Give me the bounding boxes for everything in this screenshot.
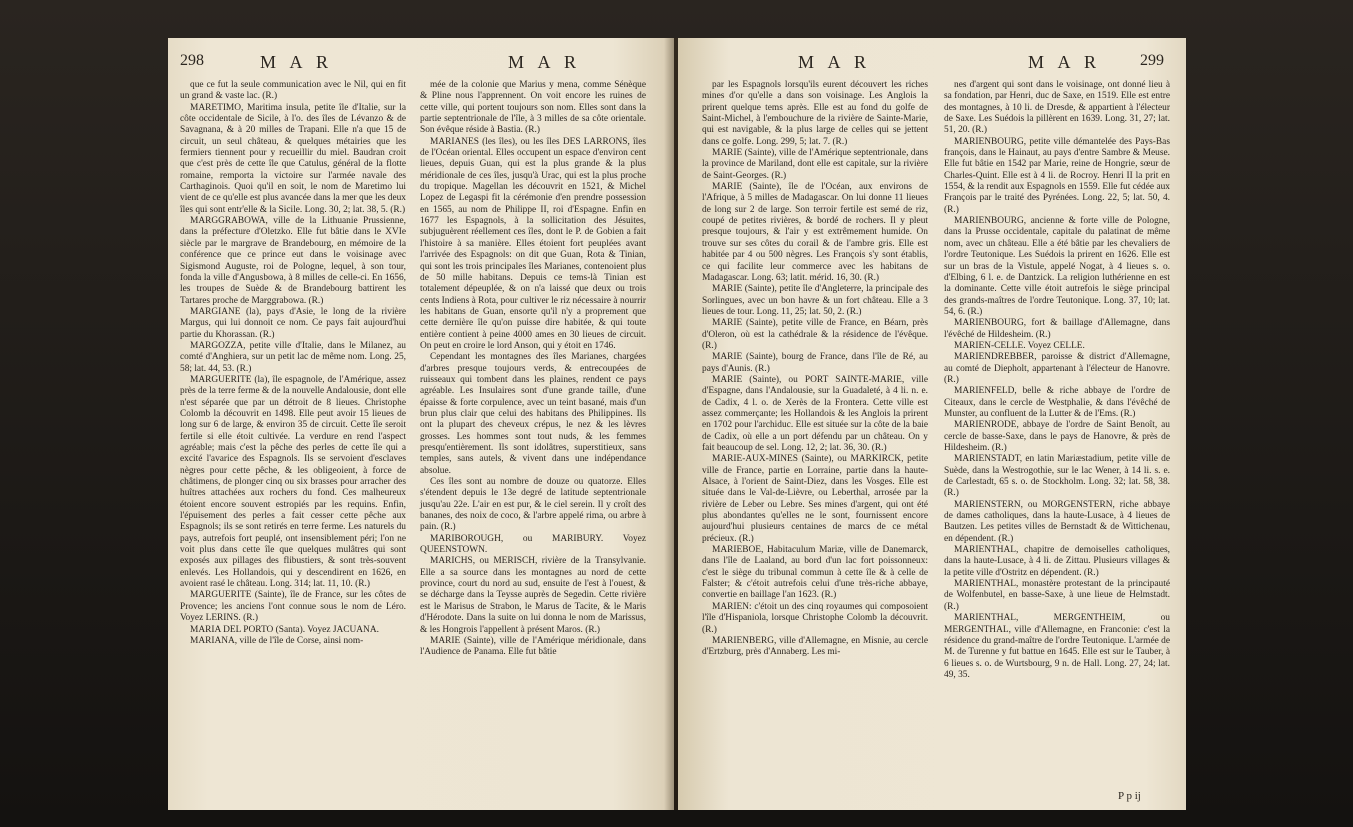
entry-paragraph: MARIE (Sainte), ville de l'Amérique septentrionale, dans la province de Mariland, dont elle est capitale, sur la rivière de Saint-Georges. (R.): [702, 148, 928, 181]
left-page: [168, 38, 674, 810]
entry-paragraph: MARIENTHAL, MERGENTHEIM, ou MERGENTHAL, ville d'Allemagne, en Franconie: c'est la résidence du grand-maître de l'ordre Teutonique. L'armée de M. de Turenne y fut battue en 1645. Elle est sur le Tauber, à 6 lieues s. o. de Wurtsbourg, 9 n. de Hall. Long. 27, 24; lat. 49, 35.: [944, 613, 1170, 680]
entry-paragraph: MARETIMO, Maritima insula, petite île d'Italie, sur la côte occidentale de Sicile, à l'o. des îles de Lévanzo & de Savagnana, & à 20 milles de Trapani. Elle n'a que 15 de circuit, un seul château, & quelques métairies que les fermiers tiennent pour y recueillir du miel. Baudran croit que c'est près de cette île que Catulus, général de la flotte romaine, remporta la victoire sur l'armée navale des Carthaginois. Quoi qu'il en soit, le nom de Maretimo lui vient de ce qu'elle est plus avancée dans la mer que les deux îles qui sont entr'elle & la Sicile. Long. 30, 2; lat. 38, 5. (R.): [180, 102, 406, 215]
page-number-right: 299: [1140, 52, 1164, 69]
entry-paragraph: MARIENBOURG, petite ville démantelée des Pays-Bas françois, dans le Hainaut, au pays d'entre Sambre & Meuse. Elle fut bâtie en 1542 par Marie, reine de Hongrie, sœur de Charles-Quint. Elle est à 4 li. de Rocroy. Henri II la prit en 1554, & la rendit aux Espagnols en 1559. Elle fut cédée aux François par le traité des Pyrénées. Long. 22, 5; lat. 50, 4. (R.): [944, 136, 1170, 215]
entry-paragraph: MARIENDREBBER, paroisse & district d'Allemagne, au comté de Diepholt, appartenant à l'électeur de Hanovre. (R.): [944, 352, 1170, 385]
right-column-2: [944, 80, 1170, 681]
entry-paragraph: MARIA DEL PORTO (Santa). Voyez JACUANA.: [190, 624, 379, 635]
entry-paragraph: MARIBOROUGH, ou MARIBURY. Voyez QUEENSTOWN.: [420, 533, 646, 556]
entry-paragraph: MARIENBOURG, ancienne & forte ville de Pologne, dans la Prusse occidentale, capitale du palatinat de même nom, avec un château. Elle a été bâtie par les chevaliers de l'ordre Teutonique. Les Suédois la prirent en 1626. Elle est sur un bras de la Vistule, appelé Nogat, à 4 lieues s. o. d'Elbing, 6 l. e. de Dantzick. La religion luthérienne en est la dominante. Cette ville étoit autrefois le siège principal des grands-maîtres de l'ordre Teutonique. Long. 37, 10; lat. 54, 6. (R.): [944, 216, 1170, 317]
entry-paragraph: que ce fut la seule communication avec le Nil, qui en fit un grand & vaste lac. (R.): [180, 80, 406, 102]
running-header-right-col2: M A R: [1028, 52, 1102, 72]
signature-mark: P p ij: [1118, 790, 1141, 802]
entry-paragraph: MARGUERITE (la), île espagnole, de l'Amérique, assez près de la terre ferme & de la nouvelle Andalousie, dont elle n'est séparée que par un détroit de 8 lieues. Christophe Colomb la découvrit en 1498. Elle peut avoir 15 lieues de long sur 6 de large, & environ 35 de circuit. Cette île seroit fertile si elle étoit cultivée. La verdure en rend l'aspect agréable; mais c'est la pêche des perles de cette île qui a excité l'avarice des Espagnols. Ils se servoient d'esclaves nègres pour cette pêche, & les obligeoient, à force de châtimens, de plonger cinq ou six brasses pour arracher des huîtres attachées aux rochers du fond. Ces malheureux étoient encore souvent estropiés par les requins. Enfin, l'épuisement des perles a fait cesser cette pêche aux Espagnols; ils se sont retirés en terre ferme. Les naturels du pays, autrefois fort peuplé, ont insensiblement péri; l'on ne voit plus dans cette île que quelques mulâtres qui sont exposés aux pillages des flibustiers, & sont très-souvent enlevés. Les Hollandois, qui y descendirent en 1626, en avoient rasé le château. Long. 314; lat. 11, 10. (R.): [180, 374, 406, 590]
entry-paragraph: MARIENFELD, belle & riche abbaye de l'ordre de Citeaux, dans le cercle de Westphalie, & dans l'évêché de Munster, au confluent de la Lutter & de l'Ems. (R.): [944, 386, 1170, 419]
entry-paragraph: MARIENBOURG, fort & baillage d'Allemagne, dans l'évêché de Hildesheim. (R.): [944, 318, 1170, 340]
entry-paragraph: MARIENTHAL, monastère protestant de la principauté de Wolfenbutel, en basse-Saxe, à une lieue de Helmstadt. (R.): [944, 579, 1170, 612]
running-header-left-col1: M A R: [260, 52, 334, 72]
entry-paragraph: MARGIANE (la), pays d'Asie, le long de la rivière Margus, qui lui donnoit ce nom. Ce pays fait aujourd'hui partie du Khorassan. (R.): [180, 306, 406, 340]
entry-paragraph: MARIE (Sainte), ville de l'Amérique méridionale, dans l'Audience de Panama. Elle fut bâtie: [420, 635, 646, 658]
entry-paragraph: MARIE (Sainte), petite île d'Angleterre, la principale des Sorlingues, avec un bon havre & un fort château. Elle a 3 lieues de tour. Long. 11, 25; lat. 50, 2. (R.): [702, 284, 928, 317]
entry-paragraph: MARIENSTERN, ou MORGENSTERN, riche abbaye de dames catholiques, dans la haute-Lusace, à 4 lieues de Bautzen. Les petites villes de Bernstadt & de Wittichenau, en dépendent. (R.): [944, 499, 1170, 544]
entry-paragraph: MARIE (Sainte), petite ville de France, en Béarn, près d'Oleron, où est la cathédrale & la résidence de l'évêque. (R.): [702, 318, 928, 351]
right-page: [678, 38, 1186, 810]
entry-paragraph: MARIANA, ville de l'île de Corse, ainsi nom-: [190, 635, 364, 646]
entry-paragraph: MARIENTHAL, chapitre de demoiselles catholiques, dans la haute-Lusace, à 4 li. de Zittau. Plusieurs villages & la petite ville d'Ostritz en dépendent. (R.): [944, 545, 1170, 578]
entry-paragraph: MARIENSTADT, en latin Mariæstadium, petite ville de Suède, dans la Westrogothie, sur le lac Wener, à 14 li. s. e. de Carlestadt, 65 s. o. de Stockholm. Long. 32; lat. 58, 38. (R.): [944, 454, 1170, 499]
entry-paragraph: MARIEN-CELLE. Voyez CELLE.: [954, 340, 1085, 351]
entry-paragraph: MARIANES (les îles), ou les îles DES LARRONS, îles de l'Océan oriental. Elles occupent un espace d'environ cent lieues, depuis Guan, qui est la plus grande & la plus méridionale de ces îles, jusqu'à Urac, qui est la plus proche du tropique. Magellan les découvrit en 1521, & Michel Lopez de Legaspi fit la cérémonie d'en prendre possession en 1565, au nom de Philippe II, roi d'Espagne. Enfin en 1677 les Espagnols, à la sollicitation des Jésuites, subjuguèrent réellement ces îles, dont le P. de Gobien a fait l'histoire à sa manière. Elles étoient fort peuplées avant l'arrivée des Espagnols: on dit que Guan, Rota & Tinian, qui sont les trois principales îles Marianes, contenoient plus de 50 mille habitans. Depuis ce tems-là Tinian est totalement dépeuplée, & on n'a laissé que deux ou trois cents Indiens à Rota, pour cultiver le riz nécessaire à nourrir les habitans de Guan, ensorte qu'il n'y a proprement que cette dernière île qu'on puisse dire habitée, & qui toute entière contient à peine 4000 ames en 30 lieues de circuit. On peut en croire le lord Anson, qui y étoit en 1746.: [420, 136, 646, 351]
left-column-2: [420, 80, 646, 659]
entry-paragraph: mée de la colonie que Marius y mena, comme Sénèque & Pline nous l'apprennent. On voit encore les ruines de cette ville, qui portent toujours son nom. Elles sont dans la partie septentrionale de l'île, à 3 milles de sa côte orientale. Son évêque réside à Bastia. (R.): [420, 80, 646, 136]
running-header-right-col1: M A R: [798, 52, 872, 72]
entry-paragraph: MARIE-AUX-MINES (Sainte), ou MARKIRCK, petite ville de France, partie en Lorraine, partie dans la haute-Alsace, à l'orient de Saint-Diez, dans les Vosges. Elle est située dans le Val-de-Lièvre, ou Leberthal, arrosée par la rivière de Leber ou Lebre. Ses mines d'argent, qui ont été plus abondantes qu'elles ne le sont, fournissent encore aujourd'hui plusieurs centaines de marcs de ce métal précieux. (R.): [702, 454, 928, 544]
page-number-left: 298: [180, 52, 204, 69]
entry-paragraph: MARGOZZA, petite ville d'Italie, dans le Milanez, au comté d'Anghiera, sur un petit lac de même nom. Long. 25, 58; lat. 44, 53. (R.): [180, 340, 406, 374]
entry-paragraph: MARIE (Sainte), ou PORT SAINTE-MARIE, ville d'Espagne, dans l'Andalousie, sur la Guadaleté, à 4 li. n. e. de Cadix, 4 l. o. de Xerès de la Frontera. Cette ville est assez commerçante; les Hollandois & les Anglois la prirent en 1702 pour l'archiduc. Elle est située sur la côte de la baie de Cadix, où elle a un port défendu par un château. On y fait beaucoup de sel. Long. 12, 2; lat. 36, 30. (R.): [702, 374, 928, 453]
entry-paragraph: MARIENRODE, abbaye de l'ordre de Saint Benoît, au cercle de basse-Saxe, dans le pays de Hanovre, & près de Hildesheim. (R.): [944, 420, 1170, 453]
entry-paragraph: Ces îles sont au nombre de douze ou quatorze. Elles s'étendent depuis le 13e degré de latitude septentrionale jusqu'au 22e. L'air en est pur, & le ciel serein. Il y croît des bananes, des noix de coco, & l'arbre appelé rima, ou arbre à pain. (R.): [420, 477, 646, 533]
running-header-left-col2: M A R: [508, 52, 582, 72]
entry-paragraph: MARIE (Sainte), île de l'Océan, aux environs de l'Afrique, à 5 milles de Madagascar. On lui donne 11 lieues de long sur 2 de large. Son terroir fertile est semé de riz, coupé de petites rivières, & bordé de rochers. Il y pleut presque toujours, & l'air y est extrêmement humide. On trouve sur ses côtes du corail & de l'ambre gris. Elle est habitée par 4 ou 500 nègres. Les François s'y sont établis, ce qui facilite leur commerce avec les habitans de Madagascar. Long. 63; latit. mérid. 16, 30. (R.): [702, 182, 928, 283]
entry-paragraph: par les Espagnols lorsqu'ils eurent découvert les riches mines d'or qu'elle a dans son voisinage. Les Anglois la prirent quelque tems après. Elle est au fond du golfe de Saint-Michel, à l'embouchure de la rivière de Sainte-Marie, qui est navigable, & la plus large de celles qui se jettent dans ce golfe. Long. 299, 5; lat. 7. (R.): [702, 80, 928, 147]
entry-paragraph: MARICHS, ou MERISCH, rivière de la Transylvanie. Elle a sa source dans les montagnes au nord de cette province, court du nord au sud, ensuite de l'est à l'ouest, & se décharge dans la Teysse auprès de Segedin. Cette rivière est le Marisus de Strabon, le Marus de Tacite, & le Maris d'Hérodote. Dans la suite on lui donna le nom de Marissus, & les Hongrois l'appellent à présent Maros. (R.): [420, 556, 646, 635]
entry-paragraph: nes d'argent qui sont dans le voisinage, ont donné lieu à sa fondation, par Henri, duc de Saxe, en 1519. Elle est entre des montagnes, à 10 li. de Dresde, & appartient à l'électeur de Saxe. Les Suédois la pillèrent en 1639. Long. 31, 27; lat. 51, 20. (R.): [944, 80, 1170, 136]
left-column-1: [180, 80, 406, 647]
entry-paragraph: MARGUERITE (Sainte), île de France, sur les côtes de Provence; les anciens l'ont connue sous le nom de Léro. Voyez LERINS. (R.): [180, 590, 406, 624]
entry-paragraph: Cependant les montagnes des îles Marianes, chargées d'arbres presque toujours verds, & entrecoupées de ruisseaux qui tombent dans les plaines, rendent ce pays agréable. Les Insulaires sont d'une grande taille, d'une épaisse & forte corpulence, avec un teint basané, mais d'un brun plus clair que celui des habitans des Philippines. Ils ont la plupart des cheveux crépus, le nez & les lèvres grosses. Les hommes sont tout nuds, & les femmes presqu'entièrement. Ils sont idolâtres, superstitieux, sans temples, sans autels, & vivent dans une indépendance absolue.: [420, 352, 646, 476]
entry-paragraph: MARIENBERG, ville d'Allemagne, en Misnie, au cercle d'Ertzburg, près d'Annaberg. Les mi-: [702, 635, 928, 658]
entry-paragraph: MARIEBOE, Habitaculum Mariæ, ville de Danemarck, dans l'île de Laaland, au bord d'un lac fort poissonneux: c'est le siège du tribunal commun à cette île & à celle de Falster; & c'étoit autrefois celui d'une très-riche abbaye, convertie en baillage l'an 1623. (R.): [702, 545, 928, 601]
entry-paragraph: MARIEN: c'étoit un des cinq royaumes qui composoient l'île d'Hispaniola, lorsque Christophe Colomb la découvrit. (R.): [702, 601, 928, 635]
entry-paragraph: MARGGRABOWA, ville de la Lithuanie Prussienne, dans la préfecture d'Oletzko. Elle fut bâtie dans le XVIe siècle par le margrave de Brandebourg, en mémoire de la conférence que ce prince eut dans le voisinage avec Sigismond Auguste, roi de Pologne, lequel, à son tour, fonda la ville d'Angusbowa, à 8 milles de celle-ci. En 1656, les troupes de Suède & de Brandebourg battirent les Tartares proche de Marggrabowa. (R.): [180, 216, 406, 306]
right-column-1: [702, 80, 928, 659]
entry-paragraph: MARIE (Sainte), bourg de France, dans l'île de Ré, au pays d'Aunis. (R.): [702, 352, 928, 374]
